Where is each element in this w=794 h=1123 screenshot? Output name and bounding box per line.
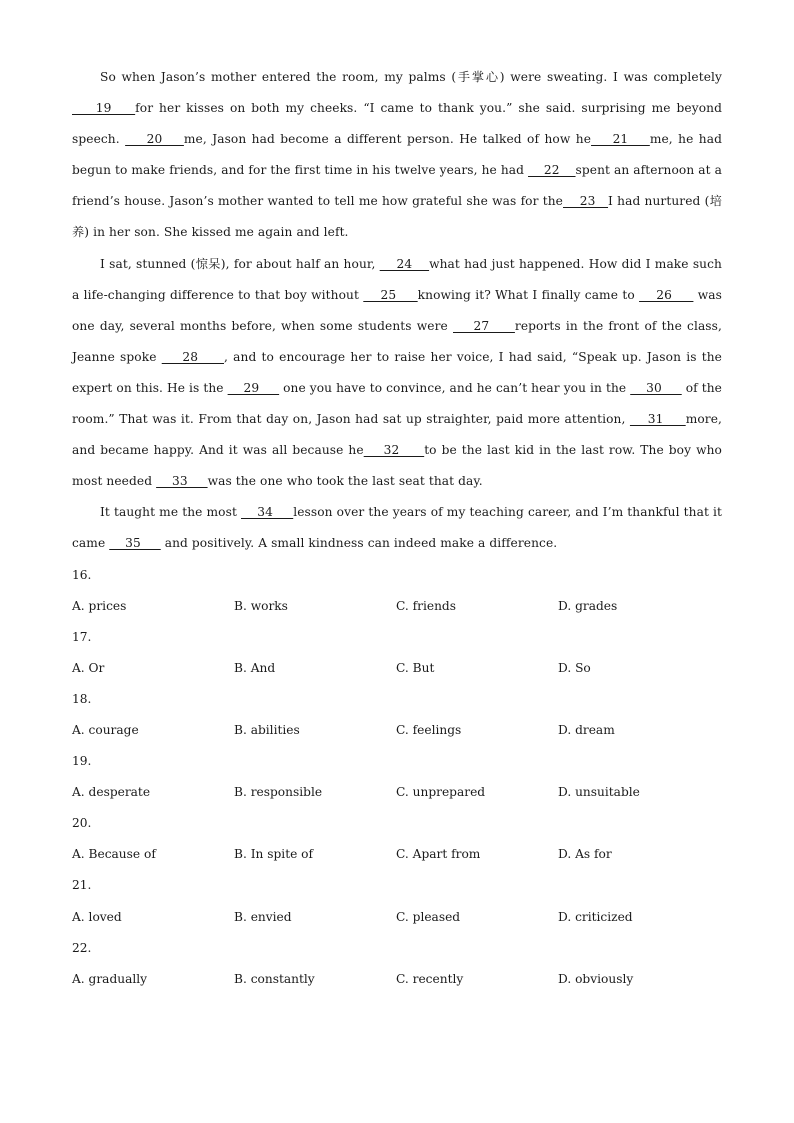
passage-text: and positively. A small kindness can indeed make a difference. — [160, 536, 558, 551]
answer-blank: 22 — [528, 163, 576, 178]
question-number: 21. — [72, 878, 92, 893]
option-row — [72, 902, 722, 933]
question-number: 17. — [72, 629, 92, 644]
answer-option: D. grades — [558, 598, 618, 613]
question-number: 22. — [72, 940, 92, 955]
answer-blank: 25 — [363, 287, 418, 302]
option-row — [72, 964, 722, 995]
answer-blank: 23 — [563, 194, 609, 209]
question-item — [72, 870, 722, 932]
answer-option: B. envied — [234, 909, 292, 924]
answer-option: A. prices — [72, 598, 127, 613]
passage-text: I had nurtured (培养) in her son. She kissed me again and left. — [72, 194, 722, 240]
passage-paragraph — [72, 497, 722, 559]
question-item — [72, 684, 722, 746]
answer-option: A. courage — [72, 722, 139, 737]
passage-text: It taught me the most — [100, 505, 242, 520]
answer-blank: 30 — [630, 380, 682, 395]
answer-option: C. unprepared — [396, 785, 486, 800]
question-number: 19. — [72, 754, 92, 769]
passage-text: me, Jason had become a different person. He talked of how he — [183, 132, 592, 147]
passage-text: was one day, several months before, when some students were — [72, 287, 722, 333]
passage-paragraph — [72, 62, 722, 249]
passage — [72, 62, 722, 560]
passage-text: So when Jason’s mother entered the room, my palms (手掌心) were sweating. I was completely — [100, 70, 722, 84]
answer-option: B. And — [234, 660, 276, 675]
answer-blank: 35 — [109, 536, 161, 551]
answer-blank: 27 — [453, 318, 515, 333]
answer-option: D. As for — [558, 847, 612, 862]
answer-blank: 28 — [161, 349, 224, 364]
passage-text: for her kisses on both my cheeks. “I came to thank you.” she said. surprising me beyond speech. — [72, 101, 722, 147]
answer-option: A. desperate — [72, 785, 151, 800]
answer-blank: 34 — [241, 505, 294, 520]
option-row — [72, 839, 722, 870]
answer-blank: 26 — [639, 287, 694, 302]
answer-option: D. criticized — [558, 909, 633, 924]
question-item — [72, 746, 722, 808]
answer-option: A. Because of — [72, 847, 156, 862]
answer-option: A. loved — [72, 909, 122, 924]
answer-blank: 20 — [125, 132, 184, 147]
passage-text: , and to encourage her to raise her voice, I had said, “Speak up. Jason is the expert on this. He is the — [72, 349, 722, 395]
answer-option: C. friends — [396, 598, 456, 613]
answer-blank: 29 — [227, 380, 280, 395]
question-number: 16. — [72, 567, 92, 582]
passage-paragraph — [72, 249, 722, 498]
passage-text: to be the last kid in the last row. The boy who most needed — [72, 443, 722, 489]
passage-text: of the room.” That was it. From that day on, Jason had sat up straighter, paid more attention, — [72, 380, 722, 427]
answer-option: B. constantly — [234, 971, 315, 986]
passage-text: more, and became happy. And it was all because he — [72, 412, 722, 458]
answer-option: D. So — [558, 660, 591, 675]
answer-option: D. unsuitable — [558, 785, 640, 800]
option-row — [72, 653, 722, 684]
answer-blank: 31 — [629, 412, 686, 427]
document-page — [72, 62, 722, 995]
passage-text: lesson over the years of my teaching career, and I’m thankful that it came — [72, 505, 722, 551]
passage-text: one you have to convince, and he can’t hear you in the — [279, 380, 631, 395]
option-row — [72, 777, 722, 808]
passage-text: me, he had begun to make friends, and for the first time in his twelve years, he had — [72, 132, 722, 178]
answer-option: C. Apart from — [396, 847, 481, 862]
answer-blank: 21 — [591, 132, 650, 147]
answer-option: B. works — [234, 598, 288, 613]
question-item — [72, 933, 722, 995]
answer-option: D. obviously — [558, 971, 634, 986]
question-number: 18. — [72, 691, 92, 706]
answer-blank: 19 — [72, 101, 136, 116]
passage-text: spent an afternoon at a friend’s house. Jason’s mother wanted to tell me how grateful she was for the — [72, 163, 722, 209]
answer-option: C. pleased — [396, 909, 461, 924]
question-number: 20. — [72, 816, 92, 831]
passage-text: reports in the front of the class, Jeanne spoke — [72, 318, 722, 364]
answer-option: B. responsible — [234, 785, 323, 800]
answer-blank: 32 — [363, 443, 425, 458]
passage-text: knowing it? What I finally came to — [417, 287, 640, 302]
answer-blank: 24 — [379, 256, 430, 271]
question-item — [72, 808, 722, 870]
answer-option: B. abilities — [234, 722, 300, 737]
answer-option: D. dream — [558, 722, 615, 737]
option-row — [72, 591, 722, 622]
question-item — [72, 560, 722, 622]
answer-option: B. In spite of — [234, 847, 314, 862]
option-row — [72, 715, 722, 746]
answer-option: A. gradually — [72, 971, 148, 986]
answer-blank: 33 — [156, 474, 208, 489]
question-item — [72, 622, 722, 684]
passage-text: I sat, stunned (惊呆), for about half an hour, — [100, 256, 380, 271]
passage-text: was the one who took the last seat that day. — [207, 474, 483, 489]
answer-option: C. recently — [396, 971, 464, 986]
answer-option: C. feelings — [396, 722, 462, 737]
passage-text: what had just happened. How did I make such a life-changing difference to that boy without — [72, 256, 722, 302]
question-list — [72, 560, 722, 995]
answer-option: A. Or — [72, 660, 105, 675]
answer-option: C. But — [396, 660, 435, 675]
